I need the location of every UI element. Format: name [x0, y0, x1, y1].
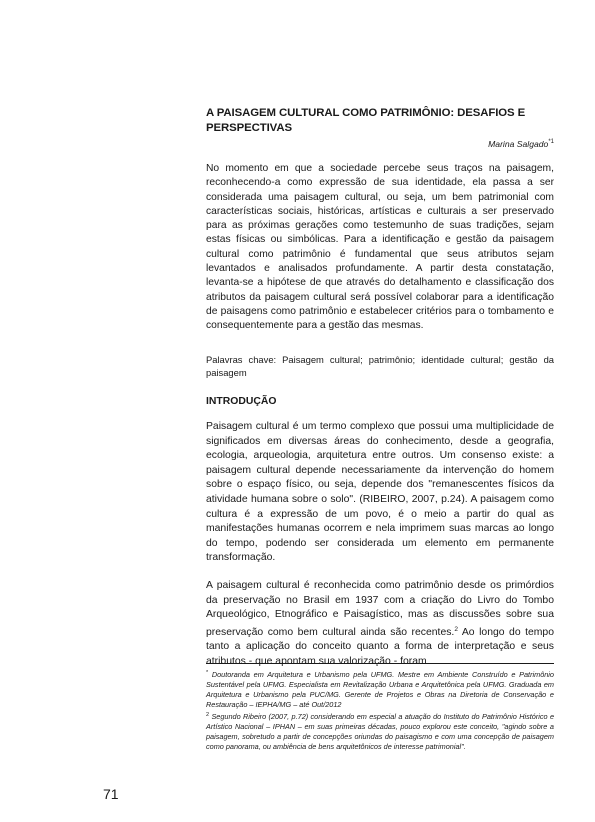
footnote-2-mark: 2	[206, 712, 210, 718]
paragraph2-text-end: Ao longo do tempo tanto a aplicação do conceito quanto a forma de interpretação e seus atributos - que apontam sua valorização - foram	[206, 626, 554, 667]
body-paragraph-2	[206, 579, 554, 670]
footnote-2-text: Segundo Ribeiro (2007, p.72) considerando em especial a atuação do Instituto do Patrimônio Histórico e Artístico Nacional – IPHAN – em suas primeiras décadas, pouco explorou este conceito, "agindo sobre a paisagem, sobretudo a partir de concepções oriundas do paisagismo e com uma concepção de paisagem como panorama, ou ambiência de bens arquitetônicos de interesse patrimonial".	[206, 712, 555, 751]
abstract: No momento em que a sociedade percebe seus traços na paisagem, reconhecendo-a como expressão de sua identidade, ela passa a ser considerada uma paisagem cultural, ou seja, um bem patrimonial com características sociais, históricas, artísticas e culturais a ser preservado para as próximas gerações como testemunho de suas tradições, sejam estas físicas ou simbólicas. Para a identificação e gestão da paisagem cultural como patrimônio é fundamental que seus atributos sejam levantados e analisados profundamente. A partir desta constatação, levanta-se a hipótese de que através do detalhamento e classificação dos atributos da paisagem cultural será possível colaborar para a identificação de paisagens como patrimônio e estabelecer critérios para o tombamento e consequentemente para a gestão das mesmas.	[206, 163, 554, 332]
author-byline	[488, 139, 554, 149]
paragraph2-text-start: A paisagem cultural é reconhecida como patrimônio desde os primórdios da preservação no Brasil em 1937 com a criação do Livro do Tombo Arqueológico, Etnográfico e Paisagístico, mas as discussões sobre sua preservação como bem cultural ainda são recentes.	[206, 580, 554, 638]
keywords: Palavras chave: Paisagem cultural; patrimônio; identidade cultural; gestão da paisagem	[206, 354, 554, 378]
body-paragraph-1: Paisagem cultural é um termo complexo que possui uma multiplicidade de significados em diversas áreas do conhecimento, desde a geografia, ecologia, arqueologia, arquitetura entre outros. Um consenso existe: a paisagem cultural depende necessariamente da intervenção do homem sobre o espaço físico, ou seja, depende dos "remanescentes físicos da atividade humana sobre o solo". (RIBEIRO, 2007, p.24). A paisagem como cultura é a expressão de um povo, é o meio a partir do qual as manifestações humanas ocorrem e nela imprimem suas marcas ao longo do tempo, podendo ser considerada um elemento em permanente transformação.	[206, 421, 554, 564]
footnote-1	[206, 668, 554, 710]
section-heading-introduction: INTRODUÇÃO	[206, 396, 277, 407]
footnotes	[206, 668, 554, 752]
footnote-1-mark: *	[206, 670, 209, 676]
footnote-2	[206, 710, 554, 752]
page-number: 71	[103, 786, 119, 802]
author-footnote-mark: *1	[548, 139, 554, 145]
footnote-divider	[206, 663, 554, 664]
article-title: A PAISAGEM CULTURAL COMO PATRIMÔNIO: DESAFIOS E PERSPECTIVAS	[206, 107, 526, 134]
footnote-reference-2: 2	[454, 625, 458, 633]
author-name: Marina Salgado	[488, 139, 549, 149]
footnote-1-text: Doutoranda em Arquitetura e Urbanismo pela UFMG. Mestre em Ambiente Construído e Patrimônio Sustentável pela UFMG. Especialista em Revitalização Urbana e Arquitetônica pela UFMG. Graduada em Arquitetura e Urbanismo pela PUC/MG. Gerente de Projetos e Obras na Diretoria de Conservação e Restauração – IEPHA/MG – até Out/2012	[206, 670, 554, 709]
